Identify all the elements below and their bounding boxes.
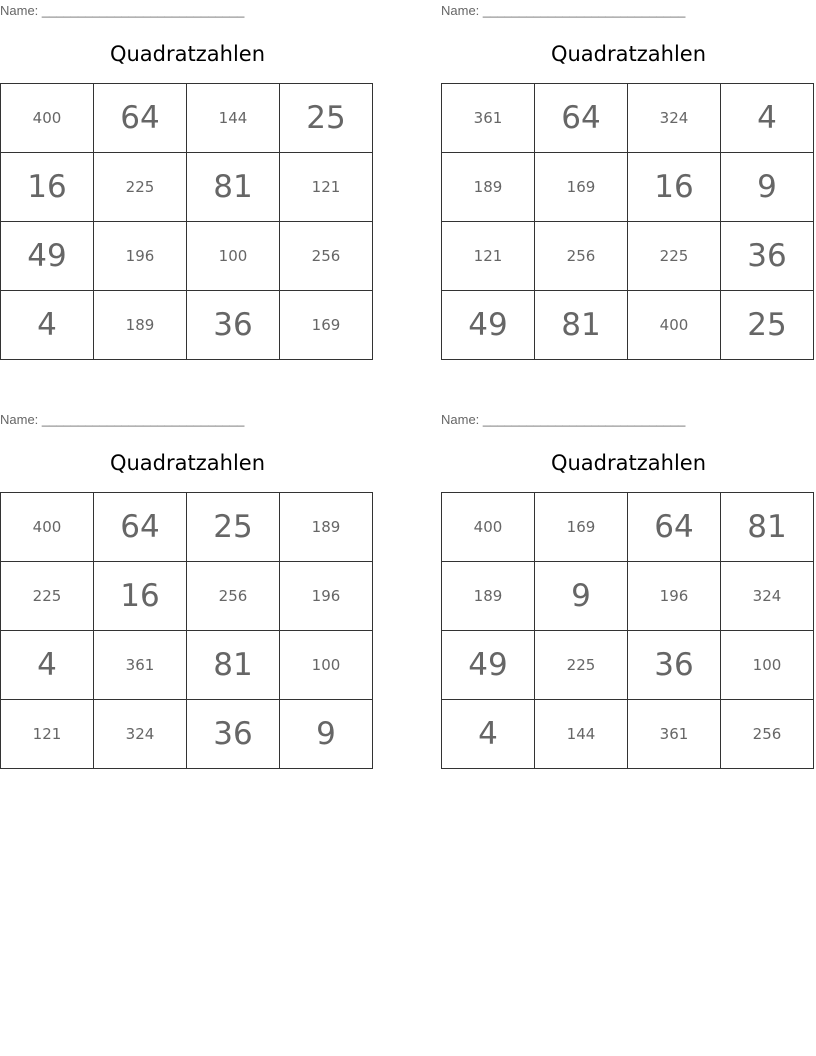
grid-cell[interactable]: 9 bbox=[280, 700, 373, 769]
grid-row bbox=[442, 84, 814, 153]
grid-cell[interactable]: 189 bbox=[280, 493, 373, 562]
grid-cell[interactable]: 400 bbox=[442, 493, 535, 562]
grid-cell[interactable]: 81 bbox=[535, 291, 628, 360]
grid-row bbox=[442, 222, 814, 291]
grid-cell[interactable]: 324 bbox=[628, 84, 721, 153]
grid-cell[interactable]: 36 bbox=[721, 222, 814, 291]
grid-row bbox=[1, 493, 373, 562]
grid-cell[interactable]: 16 bbox=[1, 153, 94, 222]
grid-row bbox=[1, 222, 373, 291]
grid-cell[interactable]: 64 bbox=[94, 493, 187, 562]
grid-cell[interactable]: 256 bbox=[535, 222, 628, 291]
grid-row bbox=[442, 153, 814, 222]
grid-cell[interactable]: 9 bbox=[721, 153, 814, 222]
grid-cell[interactable]: 324 bbox=[94, 700, 187, 769]
name-field[interactable]: Name: ____________________________ bbox=[441, 3, 686, 18]
grid-cell[interactable]: 189 bbox=[94, 291, 187, 360]
grid-cell[interactable]: 361 bbox=[628, 700, 721, 769]
grid-row bbox=[442, 493, 814, 562]
grid-row bbox=[1, 291, 373, 360]
grid-cell[interactable]: 256 bbox=[721, 700, 814, 769]
grid-cell[interactable]: 81 bbox=[187, 631, 280, 700]
grid-cell[interactable]: 100 bbox=[721, 631, 814, 700]
grid-cell[interactable]: 4 bbox=[1, 291, 94, 360]
grid-cell[interactable]: 81 bbox=[721, 493, 814, 562]
bingo-grid bbox=[0, 83, 373, 360]
grid-cell[interactable]: 100 bbox=[187, 222, 280, 291]
grid-cell[interactable]: 9 bbox=[535, 562, 628, 631]
grid-cell[interactable]: 225 bbox=[535, 631, 628, 700]
grid-cell[interactable]: 256 bbox=[187, 562, 280, 631]
grid-row bbox=[442, 291, 814, 360]
grid-row bbox=[1, 153, 373, 222]
grid-cell[interactable]: 49 bbox=[442, 291, 535, 360]
grid-cell[interactable]: 189 bbox=[442, 562, 535, 631]
grid-cell[interactable]: 4 bbox=[721, 84, 814, 153]
grid-cell[interactable]: 36 bbox=[187, 291, 280, 360]
grid-row bbox=[442, 700, 814, 769]
grid-cell[interactable]: 324 bbox=[721, 562, 814, 631]
grid-cell[interactable]: 189 bbox=[442, 153, 535, 222]
grid-row bbox=[442, 562, 814, 631]
card-title: Quadratzahlen bbox=[109, 42, 266, 66]
grid-cell[interactable]: 361 bbox=[442, 84, 535, 153]
card-title: Quadratzahlen bbox=[550, 42, 707, 66]
grid-row bbox=[442, 631, 814, 700]
grid-cell[interactable]: 121 bbox=[280, 153, 373, 222]
grid-cell[interactable]: 400 bbox=[1, 84, 94, 153]
grid-cell[interactable]: 25 bbox=[721, 291, 814, 360]
card-title: Quadratzahlen bbox=[550, 451, 707, 475]
grid-cell[interactable]: 400 bbox=[1, 493, 94, 562]
grid-row bbox=[1, 84, 373, 153]
grid-cell[interactable]: 4 bbox=[442, 700, 535, 769]
name-field[interactable]: Name: ____________________________ bbox=[441, 412, 686, 427]
grid-cell[interactable]: 81 bbox=[187, 153, 280, 222]
grid-cell[interactable]: 361 bbox=[94, 631, 187, 700]
grid-cell[interactable]: 144 bbox=[187, 84, 280, 153]
grid-cell[interactable]: 225 bbox=[94, 153, 187, 222]
grid-cell[interactable]: 196 bbox=[94, 222, 187, 291]
grid-cell[interactable]: 196 bbox=[280, 562, 373, 631]
grid-cell[interactable]: 121 bbox=[442, 222, 535, 291]
grid-cell[interactable]: 64 bbox=[535, 84, 628, 153]
grid-cell[interactable]: 225 bbox=[628, 222, 721, 291]
grid-cell[interactable]: 169 bbox=[535, 493, 628, 562]
grid-cell[interactable]: 169 bbox=[535, 153, 628, 222]
grid-cell[interactable]: 400 bbox=[628, 291, 721, 360]
grid-cell[interactable]: 225 bbox=[1, 562, 94, 631]
grid-cell[interactable]: 196 bbox=[628, 562, 721, 631]
grid-cell[interactable]: 64 bbox=[628, 493, 721, 562]
grid-cell[interactable]: 36 bbox=[628, 631, 721, 700]
bingo-grid bbox=[0, 492, 373, 769]
grid-row bbox=[1, 562, 373, 631]
grid-cell[interactable]: 169 bbox=[280, 291, 373, 360]
bingo-grid bbox=[441, 492, 814, 769]
name-field[interactable]: Name: ____________________________ bbox=[0, 412, 245, 427]
grid-cell[interactable]: 256 bbox=[280, 222, 373, 291]
grid-cell[interactable]: 64 bbox=[94, 84, 187, 153]
grid-cell[interactable]: 4 bbox=[1, 631, 94, 700]
grid-cell[interactable]: 100 bbox=[280, 631, 373, 700]
grid-cell[interactable]: 49 bbox=[1, 222, 94, 291]
grid-row bbox=[1, 700, 373, 769]
grid-cell[interactable]: 144 bbox=[535, 700, 628, 769]
grid-cell[interactable]: 16 bbox=[628, 153, 721, 222]
grid-cell[interactable]: 49 bbox=[442, 631, 535, 700]
grid-cell[interactable]: 25 bbox=[187, 493, 280, 562]
grid-cell[interactable]: 36 bbox=[187, 700, 280, 769]
grid-row bbox=[1, 631, 373, 700]
grid-cell[interactable]: 16 bbox=[94, 562, 187, 631]
card-title: Quadratzahlen bbox=[109, 451, 266, 475]
name-field[interactable]: Name: ____________________________ bbox=[0, 3, 245, 18]
bingo-grid bbox=[441, 83, 814, 360]
grid-cell[interactable]: 121 bbox=[1, 700, 94, 769]
grid-cell[interactable]: 25 bbox=[280, 84, 373, 153]
